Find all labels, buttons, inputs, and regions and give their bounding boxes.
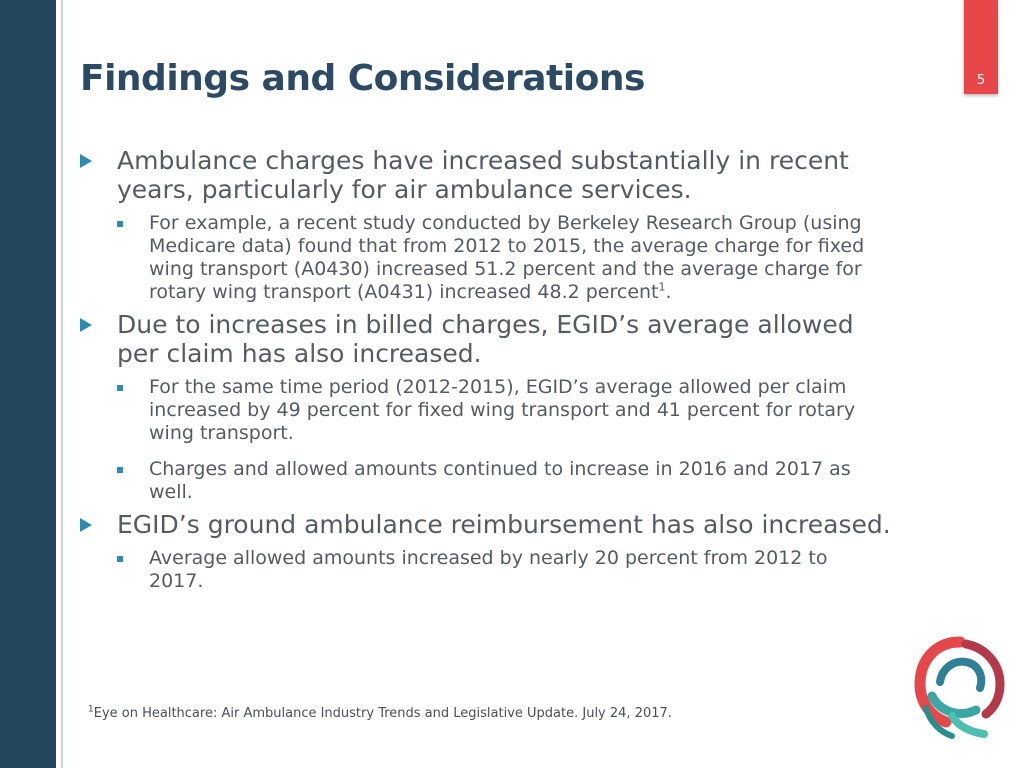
footnote-ref: 1 — [658, 280, 666, 294]
bullet-item — [80, 510, 900, 539]
square-bullet-icon — [117, 221, 123, 227]
bullet-item — [80, 146, 900, 204]
page-number-tab — [964, 0, 998, 94]
bullet-text: Ambulance charges have increased substantially in recent years, particularly for air ambulance services. — [117, 146, 849, 204]
q-logo-icon — [912, 636, 1008, 740]
triangle-arrow-icon — [80, 154, 92, 168]
sub-bullet-item — [80, 376, 900, 445]
square-bullet-icon — [117, 467, 123, 473]
sidebar-divider — [61, 0, 63, 768]
square-bullet-icon — [117, 385, 123, 391]
sub-bullet-item — [80, 458, 900, 504]
footnote — [88, 706, 672, 721]
page-number: 5 — [976, 73, 986, 88]
bullet-text: EGID’s ground ambulance reimbursement has also increased. — [117, 510, 891, 539]
triangle-arrow-icon — [80, 518, 92, 532]
slide-title: Findings and Considerations — [80, 58, 645, 99]
sub-bullet-text: Charges and allowed amounts continued to increase in 2016 and 2017 as well. — [149, 458, 851, 503]
footnote-marker: 1 — [88, 704, 94, 715]
triangle-arrow-icon — [80, 318, 92, 332]
left-sidebar — [0, 0, 56, 768]
sub-bullet-text: Average allowed amounts increased by nearly 20 percent from 2012 to 2017. — [149, 547, 828, 592]
bullet-item — [80, 310, 900, 368]
footnote-text: Eye on Healthcare: Air Ambulance Industry Trends and Legislative Update. July 24, 2017. — [93, 706, 672, 721]
bullet-text: Due to increases in billed charges, EGID’s average allowed per claim has also increased. — [117, 310, 854, 368]
sub-bullet-tail: . — [665, 281, 672, 303]
sub-bullet-item — [80, 547, 900, 593]
sub-bullet-text: For the same time period (2012-2015), EGID’s average allowed per claim increased by 49 percent for fixed wing transport and 41 percent for rotary wing transport. — [149, 376, 856, 444]
bullet-list — [80, 146, 900, 593]
square-bullet-icon — [117, 556, 123, 562]
sub-bullet-item — [80, 212, 900, 304]
sub-bullet-text: For example, a recent study conducted by Berkeley Research Group (using Medicare data) found that from 2012 to 2015, the average charge for fixed wing transport (A0430) increased 51.2 percent and the average charge for rotary wing transport (A0431) increased 48.2 percent — [149, 212, 865, 303]
